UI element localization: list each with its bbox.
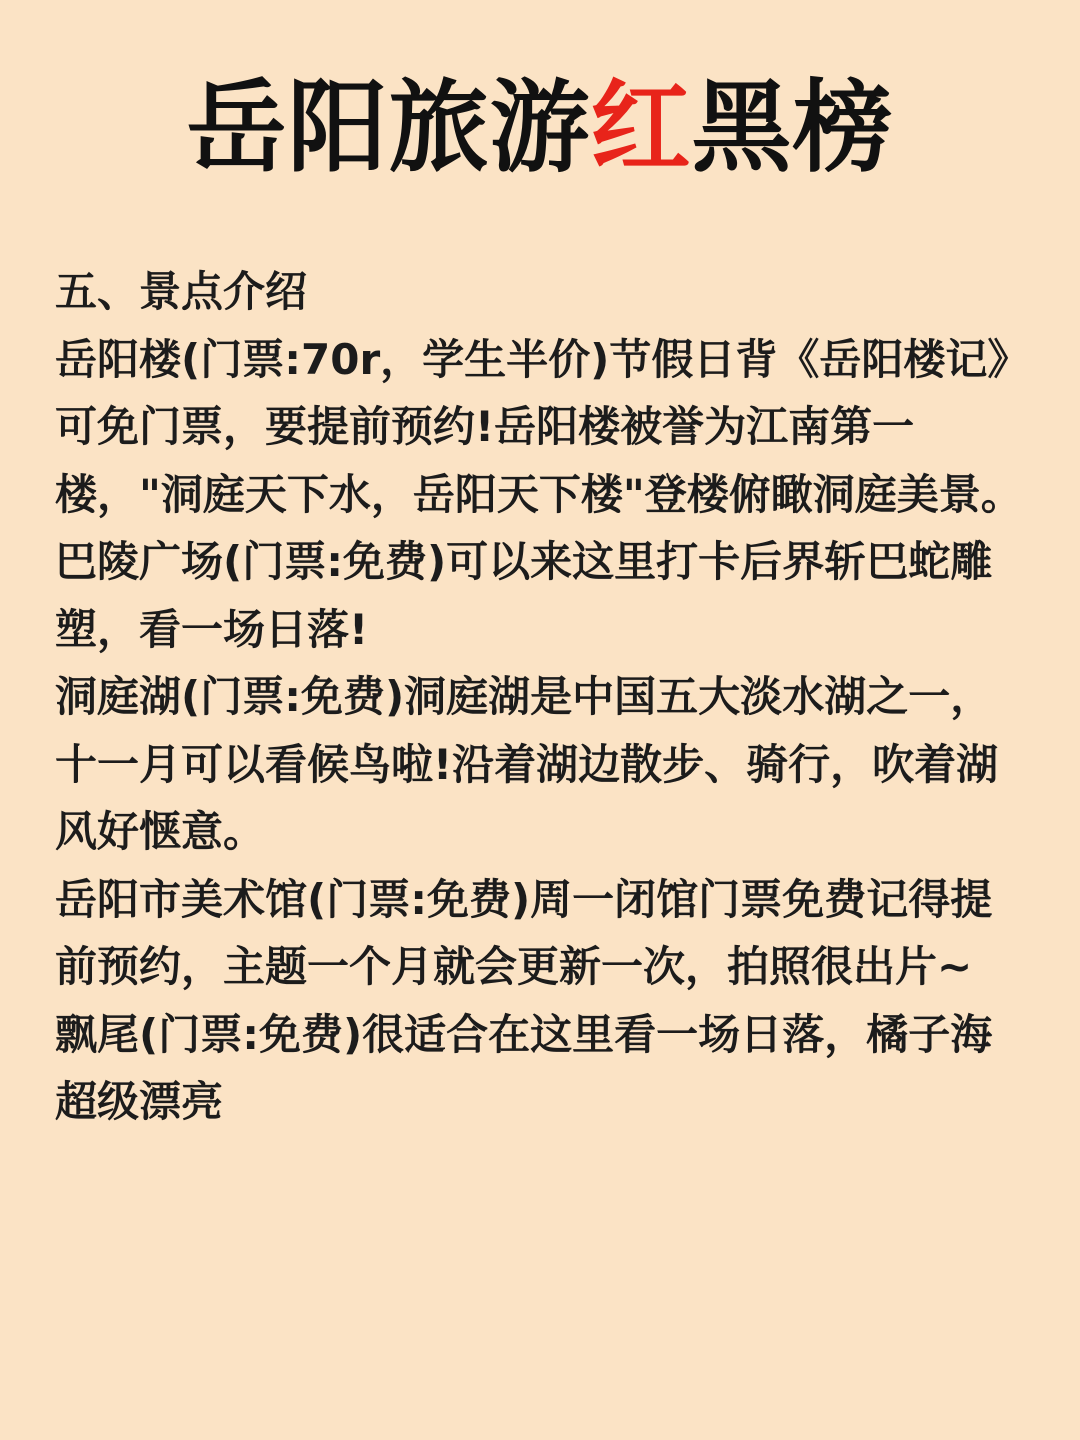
title-part-1: 岳阳旅游 [186, 69, 591, 186]
attraction-paragraph-baling-square: 巴陵广场(门票:免费)可以来这里打卡后界斩巴蛇雕塑，看一场日落! [55, 537, 993, 654]
article-body [55, 258, 1030, 1136]
attraction-paragraph-piaowei: 飘尾(门票:免费)很适合在这里看一场日落，橘子海超级漂亮 [55, 1009, 993, 1126]
attraction-paragraph-yueyang-tower: 岳阳楼(门票:70r，学生半价)节假日背《岳阳楼记》可免门票，要提前预约!岳阳楼被誉为江南第一楼，"洞庭天下水，岳阳天下楼"登楼俯瞰洞庭美景。 [55, 334, 1030, 519]
page-title [0, 68, 1080, 188]
title-accent-red: 红 [590, 69, 692, 186]
title-part-2: 黑榜 [691, 69, 894, 186]
section-heading: 五、景点介绍 [55, 267, 308, 316]
attraction-paragraph-art-museum: 岳阳市美术馆(门票:免费)周一闭馆门票免费记得提前预约，主题一个月就会更新一次，拍照很出片~ [55, 874, 993, 991]
attraction-paragraph-dongting-lake: 洞庭湖(门票:免费)洞庭湖是中国五大淡水湖之一，十一月可以看候鸟啦!沿着湖边散步、骑行，吹着湖风好惬意。 [55, 672, 999, 856]
